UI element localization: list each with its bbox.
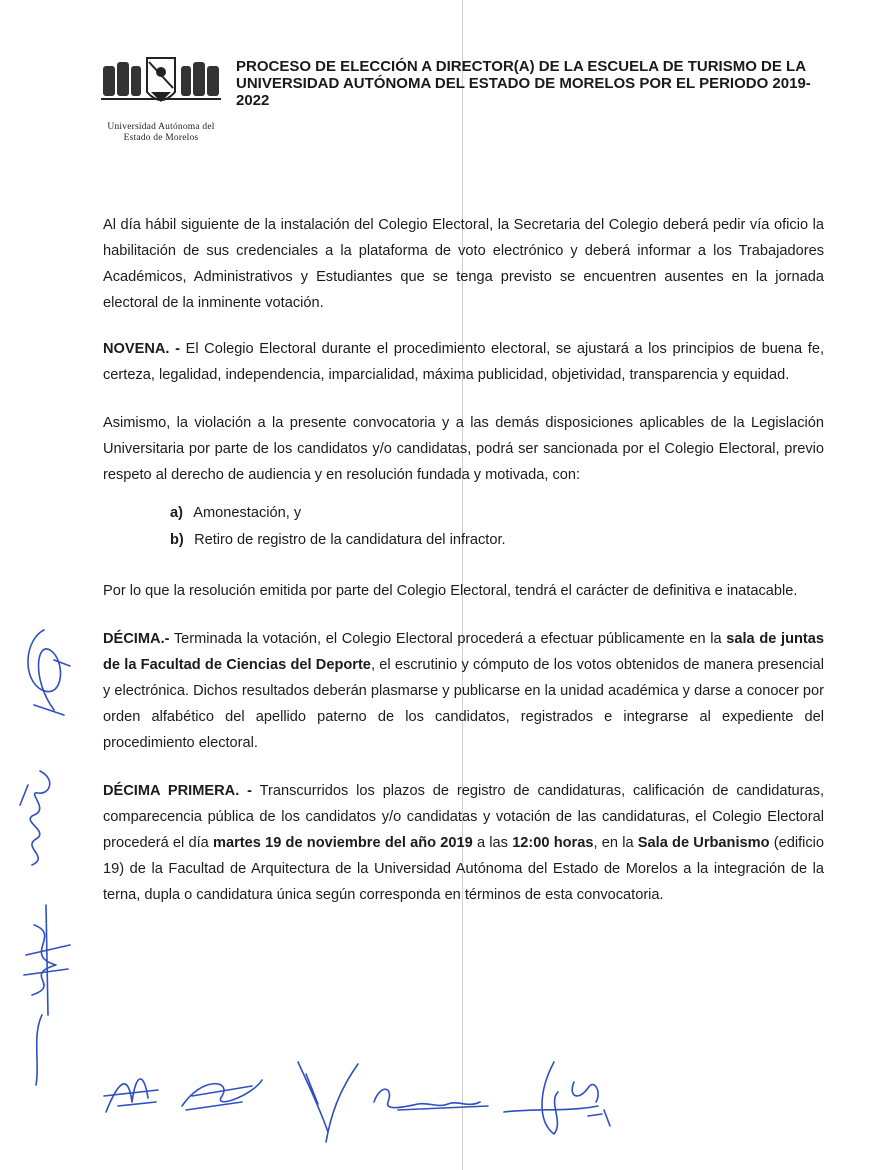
list-item xyxy=(170,527,824,554)
clause-text: , el escrutinio y cómputo de los votos obtenidos de manera presencial y electrónica. Dichos resultados deberán plasmarse y publicarse en la unidad académica y darse a conocer por orden alfabético del apellido paterno de los candidatos, registrados e integrarse al expediente del procedimiento electoral. xyxy=(103,657,824,751)
list-item xyxy=(170,500,824,527)
paragraph-sanctions: Asimismo, la violación a la presente convocatoria y a las demás disposiciones aplicables de la Legislación Universitaria por parte de los candidatos y/o candidatas, podrá ser sancionada por el Colegio Electoral, previo respeto al derecho de audiencia y en resolución fundada y motivada, con: xyxy=(103,415,824,483)
list-item-text: Amonestación, y xyxy=(193,505,302,521)
uaem-crest-icon xyxy=(99,52,223,114)
bottom-signature-4 xyxy=(368,1076,498,1122)
clause-text: Terminada la votación, el Colegio Electoral procederá a efectuar públicamente en la xyxy=(169,631,727,647)
university-name-line2: Estado de Morelos xyxy=(123,133,199,143)
list-item-label: a) xyxy=(170,505,183,521)
bottom-signature-1 xyxy=(98,1062,170,1124)
clause-label-novena: NOVENA. - xyxy=(103,341,180,357)
university-name-line1: Universidad Autónoma del xyxy=(107,122,215,132)
margin-signature-3 xyxy=(12,895,78,1095)
document-body xyxy=(103,212,824,908)
clause-text: Transcurridos los plazos de registro de candidaturas, calificación de candidaturas, comparecencia pública de los candidatos y/o candidatas y votación de las candidaturas, el Colegio Electoral procederá el día xyxy=(103,783,824,851)
list-item-text: Retiro de registro de la candidatura del infractor. xyxy=(194,532,506,548)
clause-bold: Sala de Urbanismo xyxy=(637,835,770,851)
clause-bold: martes 19 de noviembre del año 2019 xyxy=(213,835,473,851)
clause-text: (edificio 19) de la Facultad de Arquitectura de la Universidad Autónoma del Estado de Morelos a la integración de la terna, dupla o candidatura única según corresponda en términos de esta convocatoria. xyxy=(103,835,825,903)
sanctions-list xyxy=(170,500,824,554)
clause-text: a las xyxy=(472,835,513,851)
list-item-label: b) xyxy=(170,532,184,548)
paragraph-novena xyxy=(103,336,824,388)
university-logo-block xyxy=(96,52,226,144)
university-name xyxy=(96,122,226,144)
clause-label-decima: DÉCIMA.- xyxy=(103,631,170,647)
margin-signature-2 xyxy=(10,765,70,875)
paragraph-credentials: Al día hábil siguiente de la instalación del Colegio Electoral, la Secretaria del Colegio deberá pedir vía oficio la habilitación de sus credenciales a la plataforma de voto electrónico y deberá informar a los Trabajadores Académicos, Administrativos y Estudiantes que se tenga previsto se encuentren ausentes en la jornada electoral de la inminente votación. xyxy=(103,217,824,311)
bottom-signature-2 xyxy=(172,1066,272,1118)
document-title: PROCESO DE ELECCIÓN A DIRECTOR(A) DE LA ESCUELA DE TURISMO DE LA UNIVERSIDAD AUTÓNOMA DEL ESTADO DE MORELOS POR EL PERIODO 2019-2022 xyxy=(236,58,811,109)
paragraph-decima-primera xyxy=(103,778,824,908)
bottom-signature-3 xyxy=(288,1054,368,1146)
margin-signature-1 xyxy=(14,620,78,730)
clause-text: , en la xyxy=(593,835,638,851)
paragraph-decima xyxy=(103,626,824,756)
paragraph-resolution: Por lo que la resolución emitida por parte del Colegio Electoral, tendrá el carácter de definitiva e inatacable. xyxy=(103,583,798,599)
clause-bold: 12:00 horas xyxy=(512,835,594,851)
clause-label-decima-primera: DÉCIMA PRIMERA. - xyxy=(103,783,252,799)
bottom-signature-5 xyxy=(498,1052,626,1140)
clause-text-novena: El Colegio Electoral durante el procedimiento electoral, se ajustará a los principios de buena fe, certeza, legalidad, independencia, imparcialidad, máxima publicidad, objetividad, transparencia y equidad. xyxy=(103,341,824,383)
clause-bold: sala de juntas de la Facultad de Ciencias del Deporte xyxy=(103,631,824,673)
